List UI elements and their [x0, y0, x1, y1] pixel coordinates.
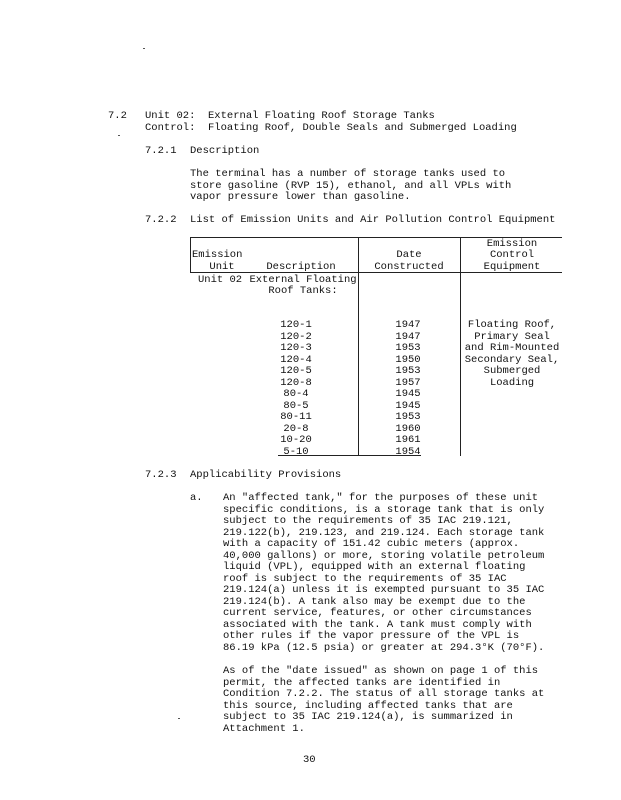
header-equipment-3: Equipment [483, 261, 541, 273]
header-equipment-2: Control [489, 249, 535, 261]
scan-speck [178, 718, 180, 719]
applicability-paragraph-2: As of the "date issued" as shown on page 1 of this permit, the affected tanks are identified in Condition 7.2.2. The status of all storage tanks at this source, including affected tanks that are subject to 35 IAC 219.124(a), is summarized in Attachment 1. [223, 665, 545, 735]
tank-id: 80-11 [280, 411, 312, 423]
page-number: 30 [303, 754, 316, 766]
group-unit: Unit 02 [198, 274, 243, 286]
tank-year: 1953 [395, 342, 421, 354]
equipment-line: Floating Roof, [467, 319, 557, 331]
tank-year: 1945 [395, 388, 421, 400]
header-date: Date [396, 249, 422, 261]
header-description: Description [266, 261, 336, 273]
applicability-heading: Applicability Provisions [190, 469, 342, 481]
tank-id: 120-1 [280, 319, 312, 331]
item-label: a. [190, 492, 203, 504]
equipment-line: and Rim-Mounted [464, 342, 560, 354]
table-left-border [190, 237, 191, 272]
tank-id: 120-4 [280, 353, 312, 366]
tank-id: 120-3 [280, 342, 312, 354]
emission-list-number: 7.2.2 [145, 214, 177, 226]
tank-id: 120-8 [280, 376, 312, 389]
scan-speck [118, 135, 120, 136]
group-desc-line1: External Floating [249, 274, 357, 286]
tank-year: 1961 [395, 434, 421, 446]
header-emission: Emission [192, 249, 243, 261]
equipment-line: Loading [489, 376, 535, 389]
tank-year: 1960 [395, 422, 421, 435]
tank-year: 1953 [395, 411, 421, 423]
emission-list-heading: List of Emission Units and Air Pollution Control Equipment [190, 214, 556, 226]
tank-id: 80-5 [283, 399, 309, 412]
equipment-line: Primary Seal [474, 330, 550, 343]
description-number: 7.2.1 [145, 145, 177, 157]
tank-year: 1945 [395, 399, 421, 412]
section-number: 7.2 [108, 110, 127, 122]
tank-year: 1947 [395, 319, 421, 331]
emission-units-table [190, 237, 562, 456]
equipment-line: Submerged [483, 365, 541, 377]
section-control-line: Control: Floating Roof, Double Seals and Submerged Loading [145, 122, 517, 134]
tank-year: 1957 [395, 376, 421, 389]
scan-speck [143, 48, 145, 49]
tank-id: 120-2 [280, 330, 312, 343]
tank-id: 10-20 [280, 434, 312, 446]
table-divider-equipment [460, 237, 461, 456]
header-equipment-1: Emission [486, 238, 538, 250]
tank-id: 5-10 [283, 445, 309, 458]
header-unit: Unit [209, 261, 235, 273]
applicability-item-text: An "affected tank," for the purposes of these unit specific conditions, is a storage tank that is only subject to the requirements of 35 IAC 219.121, 219.122(b), 219.123, and 219.124. Each storage tank with a capacity of 151.42 cubic meters (approx. 40,000 gallons) or more, storing volatile petroleum liquid (VPL), equipped with an external floating roof is subject to the requirements of 35 IAC 219.124(a) unless it is exempted pursuant to 35 IAC 219.124(b). A tank also may be exempt due to the current service, features, or other circumstances associated with the tank. A tank must comply with other rules if the vapor pressure of the VPL is 86.19 kPa (12.5 psia) or greater at 294.3°K (70°F). [223, 492, 545, 654]
tank-id: 20-8 [283, 422, 309, 435]
tank-year: 1950 [395, 353, 421, 366]
tank-year: 1947 [395, 330, 421, 343]
tank-id: 80-4 [283, 388, 309, 400]
description-text: The terminal has a number of storage tanks used to store gasoline (RVP 15), ethanol, and all VPLs with vapor pressure lower than gasoline. [190, 168, 512, 203]
tank-year: 1954 [395, 445, 421, 458]
tank-year: 1953 [395, 365, 421, 377]
applicability-number: 7.2.3 [145, 469, 177, 481]
table-divider-date [358, 237, 359, 456]
group-desc-line2: Roof Tanks: [268, 285, 338, 297]
tank-id: 120-5 [280, 365, 312, 377]
section-unit-line: Unit 02: External Floating Roof Storage Tanks [145, 110, 435, 122]
equipment-line: Secondary Seal, [464, 353, 560, 366]
header-constructed: Constructed [374, 261, 444, 273]
description-heading: Description [190, 145, 260, 157]
